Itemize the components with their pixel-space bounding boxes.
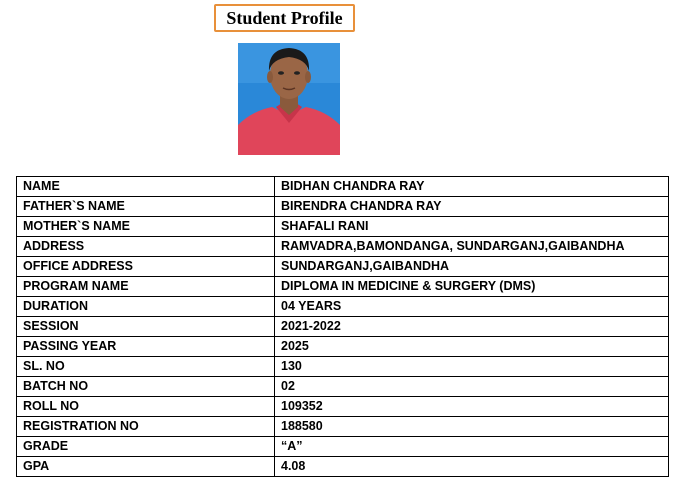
field-label: NAME bbox=[17, 177, 275, 197]
field-value: DIPLOMA IN MEDICINE & SURGERY (DMS) bbox=[275, 277, 669, 297]
table-row bbox=[17, 217, 669, 237]
table-row bbox=[17, 437, 669, 457]
table-row bbox=[17, 377, 669, 397]
field-label: REGISTRATION NO bbox=[17, 417, 275, 437]
table-row bbox=[17, 397, 669, 417]
field-label: SL. NO bbox=[17, 357, 275, 377]
field-value: 04 YEARS bbox=[275, 297, 669, 317]
field-label: FATHER`S NAME bbox=[17, 197, 275, 217]
field-label: DURATION bbox=[17, 297, 275, 317]
field-value: 02 bbox=[275, 377, 669, 397]
field-label: MOTHER`S NAME bbox=[17, 217, 275, 237]
page-title: Student Profile bbox=[214, 4, 355, 32]
field-value: “A” bbox=[275, 437, 669, 457]
table-row bbox=[17, 257, 669, 277]
table-row bbox=[17, 417, 669, 437]
profile-table bbox=[16, 176, 669, 477]
table-row bbox=[17, 177, 669, 197]
field-value: BIDHAN CHANDRA RAY bbox=[275, 177, 669, 197]
field-label: GRADE bbox=[17, 437, 275, 457]
field-label: GPA bbox=[17, 457, 275, 477]
field-value: SUNDARGANJ,GAIBANDHA bbox=[275, 257, 669, 277]
field-value: 2025 bbox=[275, 337, 669, 357]
field-label: OFFICE ADDRESS bbox=[17, 257, 275, 277]
table-row bbox=[17, 337, 669, 357]
field-value: 188580 bbox=[275, 417, 669, 437]
table-row bbox=[17, 317, 669, 337]
field-value: 2021-2022 bbox=[275, 317, 669, 337]
field-label: ADDRESS bbox=[17, 237, 275, 257]
field-value: 109352 bbox=[275, 397, 669, 417]
field-label: PROGRAM NAME bbox=[17, 277, 275, 297]
field-value: BIRENDRA CHANDRA RAY bbox=[275, 197, 669, 217]
table-row bbox=[17, 277, 669, 297]
field-label: PASSING YEAR bbox=[17, 337, 275, 357]
table-row bbox=[17, 297, 669, 317]
field-value: 130 bbox=[275, 357, 669, 377]
field-value: SHAFALI RANI bbox=[275, 217, 669, 237]
field-value: RAMVADRA,BAMONDANGA, SUNDARGANJ,GAIBANDHA bbox=[275, 237, 669, 257]
table-row bbox=[17, 457, 669, 477]
field-label: SESSION bbox=[17, 317, 275, 337]
table-row bbox=[17, 357, 669, 377]
student-photo bbox=[238, 43, 340, 155]
table-row bbox=[17, 237, 669, 257]
field-label: BATCH NO bbox=[17, 377, 275, 397]
table-row bbox=[17, 197, 669, 217]
field-value: 4.08 bbox=[275, 457, 669, 477]
field-label: ROLL NO bbox=[17, 397, 275, 417]
